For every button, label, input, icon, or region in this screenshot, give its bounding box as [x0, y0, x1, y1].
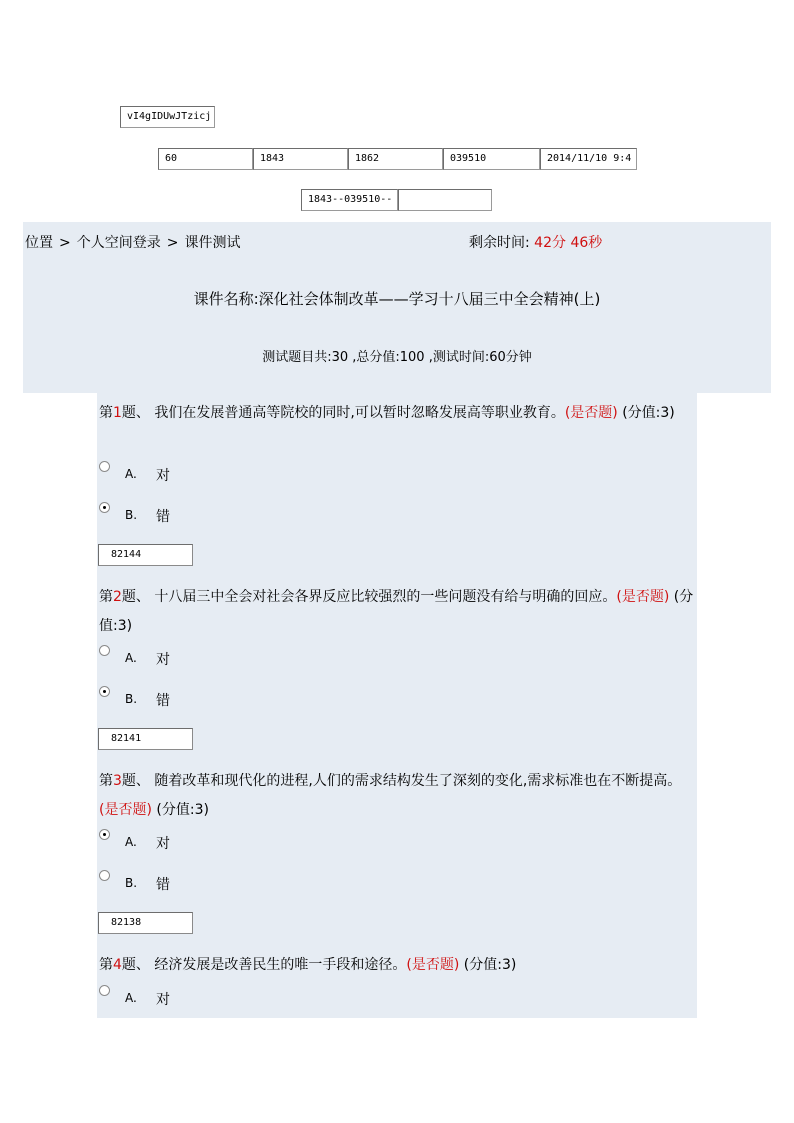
score-field[interactable]: 60	[158, 148, 253, 170]
question-text: 十八届三中全会对社会各界反应比较强烈的一些问题没有给与明确的回应。	[154, 589, 617, 605]
course-title: 课件名称:深化社会体制改革——学习十八届三中全会精神(上)	[193, 290, 601, 308]
option-label: 对	[156, 992, 170, 1008]
option-letter: A.	[125, 651, 137, 665]
question-number: 4	[113, 957, 122, 973]
date-field[interactable]: 2014/11/10 9:4	[540, 148, 637, 170]
option-letter: A.	[125, 835, 137, 849]
timer-sec-unit: 秒	[588, 235, 603, 251]
timer-seconds: 46	[570, 235, 589, 251]
timer-min-unit: 分	[552, 235, 566, 251]
question-type: (是否题)	[99, 802, 152, 818]
question-id-field[interactable]: 82141	[98, 728, 193, 750]
question-suffix: 题、	[121, 773, 150, 789]
question-suffix: 题、	[121, 405, 150, 421]
question-type: (是否题)	[406, 957, 460, 973]
option-letter: A.	[125, 467, 137, 481]
combo-extra-field[interactable]	[398, 189, 492, 211]
radio-button[interactable]	[99, 870, 110, 881]
token-field[interactable]: vI4gIDUwJTzicj	[120, 106, 215, 128]
breadcrumb-link-login[interactable]: 个人空间登录	[76, 235, 161, 251]
combo-field[interactable]: 1843--039510--	[301, 189, 398, 211]
option-label: 错	[156, 693, 170, 709]
timer-label: 剩余时间:	[469, 235, 530, 251]
question-type: (是否题)	[616, 589, 670, 605]
question-score: (分值:3)	[463, 957, 517, 973]
question-number: 1	[113, 405, 122, 421]
quiz-panel	[97, 393, 697, 1018]
question-type: (是否题)	[564, 405, 618, 421]
question-score: (分值:3)	[156, 802, 209, 818]
question-1	[99, 399, 695, 428]
question-suffix: 题、	[121, 957, 150, 973]
question-4	[99, 951, 695, 980]
question-text: 经济发展是改善民生的唯一手段和途径。	[154, 957, 407, 973]
radio-button[interactable]	[99, 461, 110, 472]
question-prefix: 第	[99, 957, 113, 973]
question-prefix: 第	[99, 405, 113, 421]
option-letter: B.	[125, 692, 138, 706]
question-id-field[interactable]: 82144	[98, 544, 193, 566]
breadcrumb-separator: >	[59, 235, 71, 251]
option-label: 错	[156, 877, 170, 893]
question-number: 3	[113, 773, 122, 789]
option-label: 对	[156, 468, 170, 484]
radio-button-checked[interactable]	[99, 502, 110, 513]
question-text: 随着改革和现代化的进程,人们的需求结构发生了深刻的变化,需求标准也在不断提高。	[154, 773, 682, 789]
question-prefix: 第	[99, 773, 113, 789]
option-letter: B.	[125, 876, 138, 890]
radio-button[interactable]	[99, 645, 110, 656]
question-3	[99, 767, 695, 825]
question-score: (分值:3)	[99, 589, 694, 634]
radio-button[interactable]	[99, 985, 110, 996]
breadcrumb-separator: >	[166, 235, 179, 251]
option-label: 对	[156, 836, 170, 852]
code-field[interactable]: 039510	[443, 148, 540, 170]
breadcrumb-location: 位置	[25, 235, 53, 251]
question-id-field[interactable]: 82138	[98, 912, 193, 934]
question-number: 2	[113, 589, 122, 605]
radio-button-checked[interactable]	[99, 686, 110, 697]
question-suffix: 题、	[121, 589, 150, 605]
question-text: 我们在发展普通高等院校的同时,可以暂时忽略发展高等职业教育。	[154, 405, 565, 421]
radio-button-checked[interactable]	[99, 829, 110, 840]
remaining-time	[469, 232, 602, 252]
question-prefix: 第	[99, 589, 113, 605]
course-info: 测试题目共:30 ,总分值:100 ,测试时间:60分钟	[262, 350, 532, 365]
option-letter: B.	[125, 508, 138, 522]
option-label: 对	[156, 652, 170, 668]
question-2	[99, 583, 695, 641]
breadcrumb-current: 课件测试	[184, 235, 241, 251]
question-score: (分值:3)	[622, 405, 675, 421]
breadcrumb	[25, 232, 240, 252]
option-label: 错	[156, 509, 170, 525]
user-id-field[interactable]: 1843	[253, 148, 348, 170]
course-id-field[interactable]: 1862	[348, 148, 443, 170]
timer-minutes: 42	[534, 235, 552, 251]
option-letter: A.	[125, 991, 137, 1005]
header-panel	[23, 222, 771, 393]
